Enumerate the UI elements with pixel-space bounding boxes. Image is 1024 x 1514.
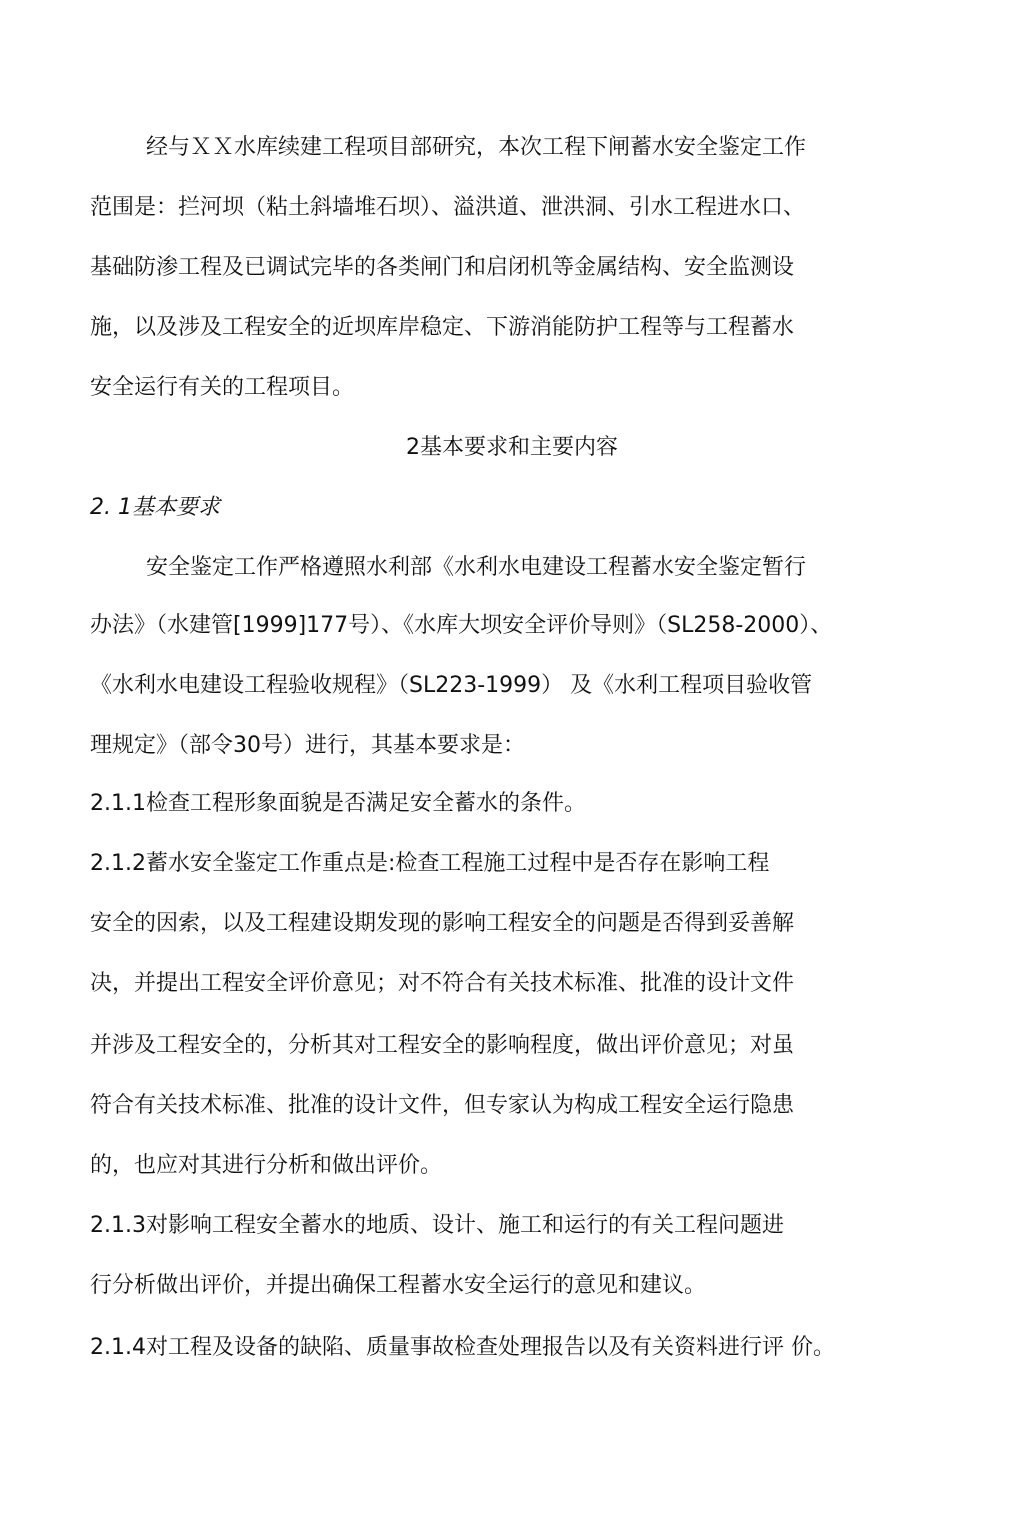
item-2-1-2-line-5: 符合有关技术标准、批准的设计文件，但专家认为构成工程安全运行隐患 — [90, 1093, 795, 1118]
item-2-1-3-line-1: 2.1.3对影响工程安全蓄水的地质、设计、施工和运行的有关工程问题进 — [90, 1213, 784, 1238]
item-2-1-2-line-3: 决，并提出工程安全评价意见；对不符合有关技术标准、批准的设计文件 — [90, 971, 795, 996]
paragraph1-line-2: 范围是：拦河坝（粘土斜墙堆石坝）、溢洪道、泄洪洞、引水工程进水口、 — [90, 195, 806, 220]
item-2-1-2-line-4: 并涉及工程安全的，分析其对工程安全的影响程度，做出评价意见；对虽 — [90, 1033, 795, 1058]
item-2-1-2-line-1: 2.1.2蓄水安全鉴定工作重点是:检查工程施工过程中是否存在影响工程 — [90, 851, 770, 876]
paragraph1-line-5: 安全运行有关的工程项目。 — [90, 375, 355, 400]
item-2-1-2-line-2: 安全的因索，以及工程建设期发现的影响工程安全的问题是否得到妥善解 — [90, 911, 795, 936]
item-2-1-2-line-6: 的，也应对其进行分析和做出评价。 — [90, 1153, 443, 1178]
paragraph2-line-2: 办法》（水建管[1999]177号）、《水库大坝安全评价导则》（SL258-2000）、 — [90, 613, 833, 638]
paragraph2-line-3: 《水利水电建设工程验收规程》（SL223-1999） 及《水利工程项目验收管 — [90, 673, 813, 698]
item-2-1-1: 2.1.1检查工程形象面貌是否满足安全蓄水的条件。 — [90, 791, 586, 816]
item-2-1-3-line-2: 行分析做出评价，并提出确保工程蓄水安全运行的意见和建议。 — [90, 1273, 707, 1298]
item-2-1-4: 2.1.4对工程及设备的缺陷、质量事故检查处理报告以及有关资料进行评 价。 — [90, 1335, 835, 1360]
paragraph1-line-1: 经与ＸＸ水库续建工程项目部研究，本次工程下闸蓄水安全鉴定工作 — [146, 135, 807, 160]
paragraph1-line-3: 基础防渗工程及已调试完毕的各类闸门和启闭机等金属结构、安全监测设 — [90, 255, 795, 280]
section-heading: 2基本要求和主要内容 — [406, 435, 618, 460]
subsection-heading: 2. 1基本要求 — [90, 495, 220, 520]
paragraph2-line-1: 安全鉴定工作严格遵照水利部《水利水电建设工程蓄水安全鉴定暂行 — [146, 555, 807, 580]
paragraph1-line-4: 施，以及涉及工程安全的近坝库岸稳定、下游消能防护工程等与工程蓄水 — [90, 315, 795, 340]
paragraph2-line-4: 理规定》（部令30号）进行，其基本要求是： — [90, 733, 525, 758]
